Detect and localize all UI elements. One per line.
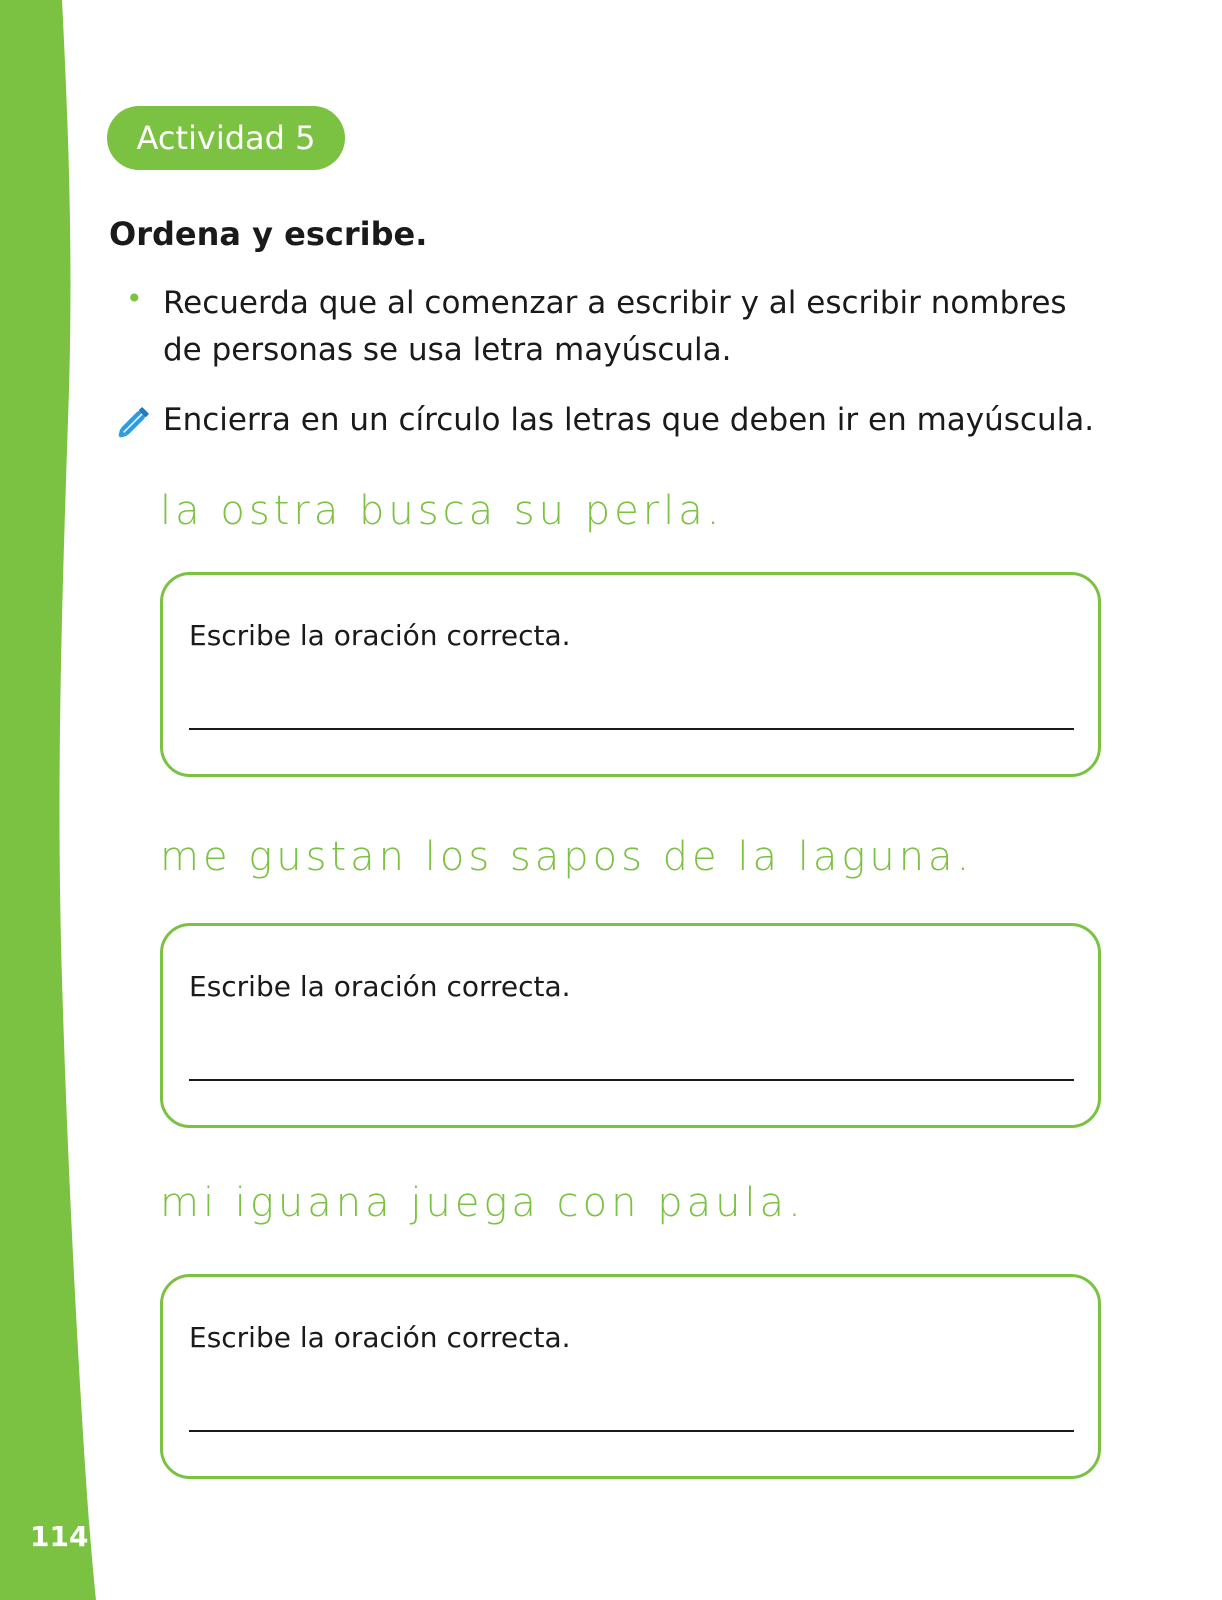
answer-writing-line[interactable] <box>189 728 1074 730</box>
answer-writing-line[interactable] <box>189 1079 1074 1081</box>
green-side-strip <box>0 0 110 1600</box>
page-number: 114 <box>30 1520 89 1553</box>
answer-box-1[interactable] <box>160 572 1101 777</box>
exercise-sentence-3: mi iguana juega con paula. <box>160 1180 805 1226</box>
activity-badge: Actividad 5 <box>107 106 345 170</box>
pencil-icon <box>114 400 156 442</box>
exercise-sentence-1: la ostra busca su perla. <box>160 488 724 534</box>
reminder-text: Recuerda que al comenzar a escribir y al escribir nombres de personas se usa letra mayúscula. <box>163 285 1067 368</box>
answer-box-3[interactable] <box>160 1274 1101 1479</box>
answer-label: Escribe la oración correcta. <box>189 970 571 1003</box>
answer-label: Escribe la oración correcta. <box>189 1321 571 1354</box>
answer-box-2[interactable] <box>160 923 1101 1128</box>
instruction-title: Ordena y escribe. <box>109 215 428 253</box>
exercise-sentence-2: me gustan los sapos de la laguna. <box>160 834 974 880</box>
answer-label: Escribe la oración correcta. <box>189 619 571 652</box>
answer-writing-line[interactable] <box>189 1430 1074 1432</box>
task-text: Encierra en un círculo las letras que deben ir en mayúscula. <box>163 402 1095 438</box>
bullet-dot-icon: • <box>126 282 143 315</box>
task-instruction <box>114 400 1114 450</box>
